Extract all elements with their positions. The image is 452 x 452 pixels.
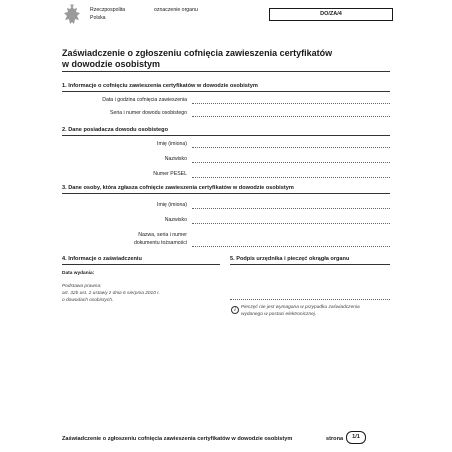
section1-heading: 1. Informacje o cofnięciu zawieszenia certyfikatów w dowodzie osobistym <box>62 83 258 89</box>
section1-field-idnumber-label: Seria i numer dowodu osobistego <box>110 110 187 116</box>
organ-label: oznaczenie organu <box>154 7 198 13</box>
section3-field-surname-label: Nazwisko <box>164 217 187 223</box>
form-code-box: DO/ZA/4 <box>269 8 393 21</box>
section5-heading: 5. Podpis urzędnika i pieczęć okrągła organu <box>230 256 350 262</box>
legal-basis-line1: art. 32b ust. 2 ustawy z dnia 6 sierpnia 2010 r. <box>62 291 160 296</box>
country-name-line2: Polska <box>90 15 106 21</box>
title-rule <box>62 71 390 72</box>
section2-heading: 2. Dane posiadacza dowodu osobistego <box>62 127 168 133</box>
section3-field-surname-input[interactable] <box>192 223 390 224</box>
section2-rule <box>62 135 390 136</box>
section2-field-pesel-input[interactable] <box>192 177 390 178</box>
issue-date-label: Data wydania: <box>62 271 95 276</box>
section2-field-surname-label: Nazwisko <box>164 156 187 162</box>
section3-field-document-label-line2: dokumentu tożsamości <box>133 240 187 246</box>
section1-field-datetime-input[interactable] <box>192 103 390 104</box>
section1-field-idnumber-input[interactable] <box>192 116 390 117</box>
title-line1: Zaświadczenie o zgłoszeniu cofnięcia zawieszenia certyfikatów <box>62 48 333 58</box>
section3-field-document-input[interactable] <box>192 246 390 247</box>
section2-field-surname-input[interactable] <box>192 162 390 163</box>
section2-field-pesel-label: Numer PESEL <box>153 171 187 177</box>
section2-field-firstname-input[interactable] <box>192 147 390 148</box>
stamp-note-line1: Pieczęć nie jest wymagana w przypadku zaświadczenia <box>241 305 360 310</box>
page-word: strona <box>326 436 344 442</box>
section3-heading: 3. Dane osoby, która zgłasza cofnięcie zawieszenia certyfikatów w dowodzie osobistym <box>62 185 294 191</box>
document-title <box>62 48 382 70</box>
section4-rule <box>62 264 220 265</box>
info-icon: i <box>231 306 239 314</box>
footer-title: Zaświadczenie o zgłoszeniu cofnięcia zawieszenia certyfikatów w dowodzie osobistym <box>62 436 293 442</box>
section1-field-datetime-label: Data i godzina cofnięcia zawieszenia <box>102 97 187 103</box>
legal-basis-label: Podstawa prawna: <box>62 284 102 289</box>
section5-rule <box>230 264 390 265</box>
section3-field-document-label-line1: Nazwa, seria i numer <box>138 232 187 238</box>
section3-field-firstname-label: Imię (imiona) <box>157 202 187 208</box>
signature-line[interactable] <box>230 299 390 300</box>
stamp-note-line2: wydanego w postaci elektronicznej. <box>241 312 317 317</box>
section3-field-firstname-input[interactable] <box>192 208 390 209</box>
country-name-line1: Rzeczpospolita <box>90 7 126 13</box>
section3-rule <box>62 193 390 194</box>
page-number-badge: 1/1 <box>346 431 366 444</box>
title-line2: w dowodzie osobistym <box>62 59 161 69</box>
legal-basis-line2: o dowodach osobistych. <box>62 298 114 303</box>
section1-rule <box>62 91 390 92</box>
section2-field-firstname-label: Imię (imiona) <box>157 141 187 147</box>
eagle-emblem <box>62 4 82 28</box>
section4-heading: 4. Informacje o zaświadczeniu <box>62 256 142 262</box>
